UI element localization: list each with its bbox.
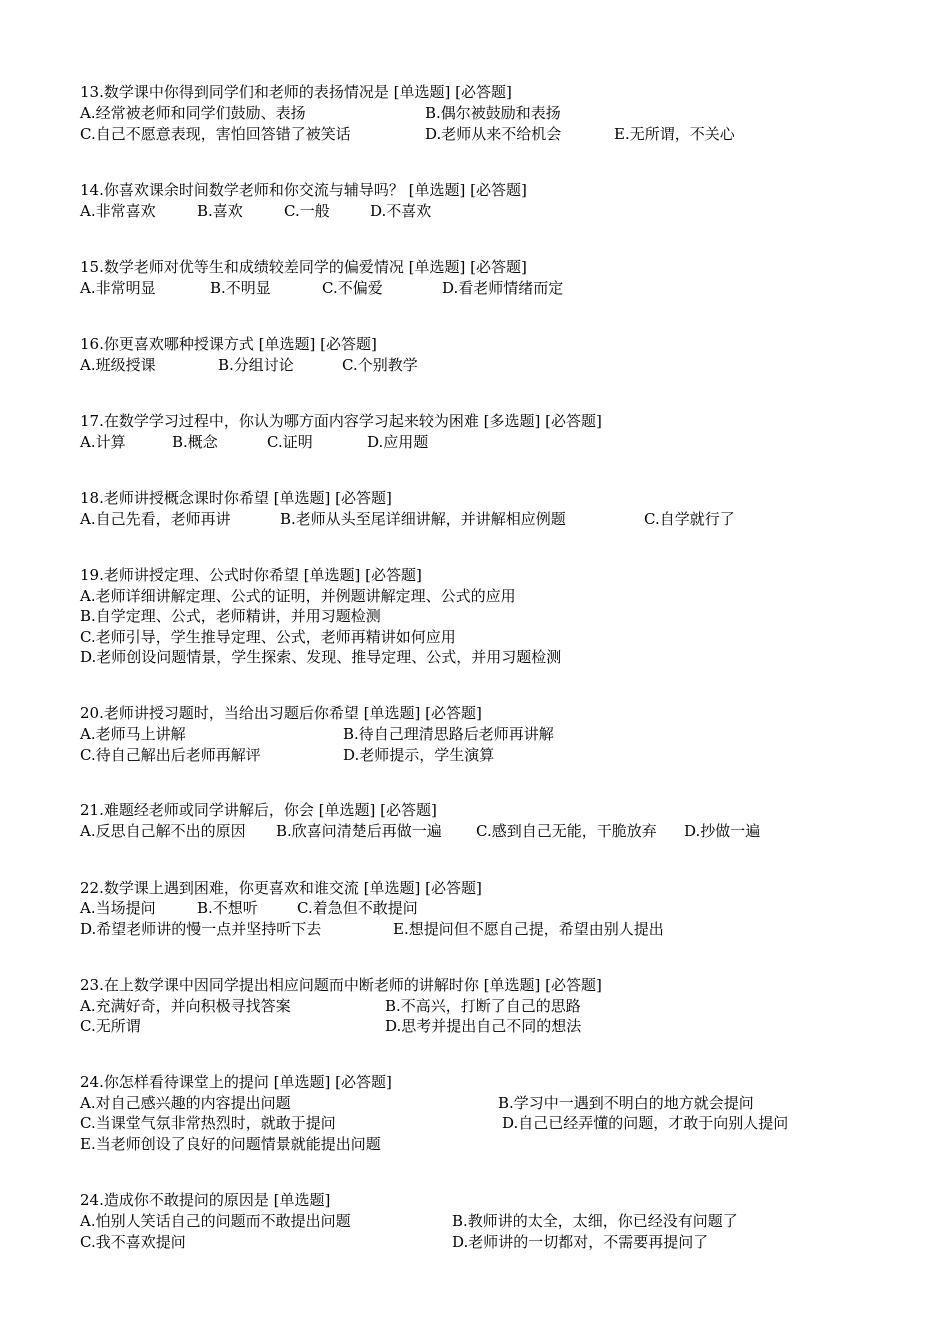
- option-b: B.欣喜问清楚后再做一遍: [276, 822, 442, 840]
- question-title: 24.你怎样看待课堂上的提问 [单选题] [必答题]: [80, 1073, 392, 1091]
- option-c: C.当课堂气氛非常热烈时，就敢于提问: [80, 1114, 336, 1132]
- option-b: B.老师从头至尾详细讲解，并讲解相应例题: [280, 510, 566, 528]
- option-c: C.证明: [267, 433, 313, 451]
- option-e: E.无所谓，不关心: [614, 125, 735, 143]
- option-a: A.当场提问: [80, 899, 156, 917]
- option-b: B.教师讲的太全，太细，你已经没有问题了: [452, 1212, 738, 1230]
- option-d: D.老师从来不给机会: [425, 125, 562, 143]
- question-title: 18.老师讲授概念课时你希望 [单选题] [必答题]: [80, 489, 392, 507]
- option-d: D.应用题: [367, 433, 429, 451]
- question-title: 13.数学课中你得到同学们和老师的表扬情况是 [单选题] [必答题]: [80, 83, 512, 101]
- question-title: 17.在数学学习过程中，你认为哪方面内容学习起来较为困难 [多选题] [必答题]: [80, 412, 602, 430]
- option-c: C.不偏爱: [322, 279, 383, 297]
- option-d: D.思考并提出自己不同的想法: [385, 1017, 582, 1035]
- option-b: B.不明显: [210, 279, 271, 297]
- option-c: C.老师引导，学生推导定理、公式，老师再精讲如何应用: [80, 628, 456, 646]
- option-b: B.概念: [172, 433, 218, 451]
- option-b: B.学习中一遇到不明白的地方就会提问: [498, 1094, 754, 1112]
- option-d: D.看老师情绪而定: [442, 279, 564, 297]
- option-a: A.充满好奇，并向积极寻找答案: [80, 997, 291, 1015]
- question-title: 21.难题经老师或同学讲解后，你会 [单选题] [必答题]: [80, 801, 437, 819]
- option-d: D.老师讲的一切都对，不需要再提问了: [452, 1233, 709, 1251]
- option-a: A.老师马上讲解: [80, 725, 186, 743]
- option-b: B.偶尔被鼓励和表扬: [425, 104, 561, 122]
- option-a: A.非常喜欢: [80, 202, 156, 220]
- question-title: 20.老师讲授习题时，当给出习题后你希望 [单选题] [必答题]: [80, 704, 482, 722]
- option-b: B.不高兴，打断了自己的思路: [385, 997, 581, 1015]
- question-title: 24.造成你不敢提问的原因是 [单选题]: [80, 1191, 331, 1209]
- option-b: B.待自己理清思路后老师再讲解: [343, 725, 554, 743]
- option-c: C.个别教学: [342, 356, 418, 374]
- question-title: 19.老师讲授定理、公式时你希望 [单选题] [必答题]: [80, 566, 422, 584]
- option-a: A.老师详细讲解定理、公式的证明，并例题讲解定理、公式的应用: [80, 587, 516, 605]
- option-d: D.老师创设问题情景，学生探索、发现、推导定理、公式，并用习题检测: [80, 648, 562, 666]
- option-a: A.反思自己解不出的原因: [80, 822, 246, 840]
- option-a: A.班级授课: [80, 356, 156, 374]
- option-d: D.抄做一遍: [684, 822, 761, 840]
- option-a: A.怕别人笑话自己的问题而不敢提出问题: [80, 1212, 351, 1230]
- option-a: A.自己先看，老师再讲: [80, 510, 231, 528]
- question-title: 16.你更喜欢哪种授课方式 [单选题] [必答题]: [80, 335, 377, 353]
- option-c: C.无所谓: [80, 1017, 141, 1035]
- option-b: B.喜欢: [197, 202, 243, 220]
- question-title: 15.数学老师对优等生和成绩较差同学的偏爱情况 [单选题] [必答题]: [80, 258, 527, 276]
- option-a: A.经常被老师和同学们鼓励、表扬: [80, 104, 306, 122]
- option-a: A.对自己感兴趣的内容提出问题: [80, 1094, 291, 1112]
- option-c: C.待自己解出后老师再解评: [80, 746, 261, 764]
- option-b: B.分组讨论: [218, 356, 294, 374]
- option-a: A.非常明显: [80, 279, 156, 297]
- option-d: D.不喜欢: [370, 202, 432, 220]
- option-e: E.当老师创设了良好的问题情景就能提出问题: [80, 1135, 381, 1153]
- question-title: 23.在上数学课中因同学提出相应问题而中断老师的讲解时你 [单选题] [必答题]: [80, 976, 602, 994]
- question-title: 22.数学课上遇到困难，你更喜欢和谁交流 [单选题] [必答题]: [80, 879, 482, 897]
- option-c: C.感到自己无能，干脆放弃: [476, 822, 657, 840]
- option-d: D.希望老师讲的慢一点并坚持听下去: [80, 920, 322, 938]
- question-title: 14.你喜欢课余时间数学老师和你交流与辅导吗？ [单选题] [必答题]: [80, 181, 527, 199]
- option-b: B.不想听: [197, 899, 258, 917]
- option-d: D.自己已经弄懂的问题，才敢于向别人提问: [502, 1114, 789, 1132]
- option-c: C.着急但不敢提问: [297, 899, 418, 917]
- option-b: B.自学定理、公式，老师精讲，并用习题检测: [80, 607, 381, 625]
- option-a: A.计算: [80, 433, 126, 451]
- option-c: C.自己不愿意表现，害怕回答错了被笑话: [80, 125, 351, 143]
- option-c: C.一般: [284, 202, 330, 220]
- option-c: C.我不喜欢提问: [80, 1233, 186, 1251]
- option-d: D.老师提示，学生演算: [343, 746, 495, 764]
- option-c: C.自学就行了: [644, 510, 735, 528]
- option-e: E.想提问但不愿自己提，希望由别人提出: [393, 920, 664, 938]
